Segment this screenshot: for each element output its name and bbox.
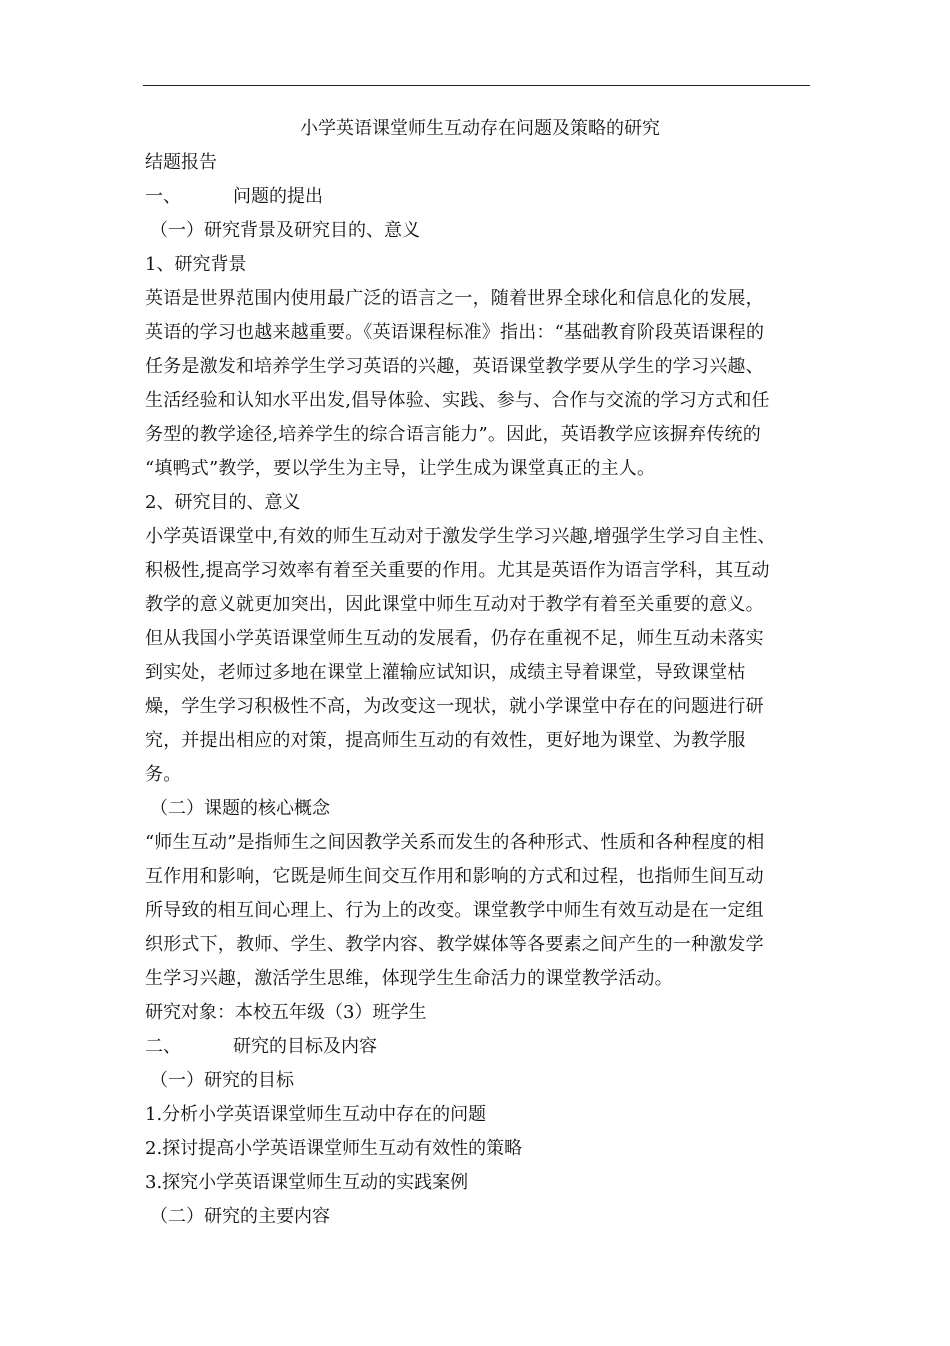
- paragraph-core-concept: [145, 826, 805, 996]
- section-2-1-heading: （一）研究的目标: [150, 1070, 294, 1091]
- paragraph-line: 英语的学习也越来越重要。《英语课程标准》指出：“基础教育阶段英语课程的: [145, 322, 765, 343]
- section-1-number: 一、: [145, 186, 181, 207]
- paragraph-line: 究，并提出相应的对策，提高师生互动的有效性，更好地为课堂、为教学服: [145, 730, 746, 751]
- paragraph-line: 生活经验和认知水平出发,倡导体验、实践、参与、合作与交流的学习方式和任: [145, 390, 770, 411]
- paragraph-line: 到实处，老师过多地在课堂上灌输应试知识，成绩主导着课堂，导致课堂枯: [145, 662, 746, 683]
- header-rule: [143, 85, 810, 86]
- paragraph-line: “师生互动”是指师生之间因教学关系而发生的各种形式、性质和各种程度的相: [145, 832, 765, 853]
- research-object: 研究对象：本校五年级（3）班学生: [145, 1002, 427, 1023]
- paragraph-line: 英语是世界范围内使用最广泛的语言之一，随着世界全球化和信息化的发展，: [145, 288, 764, 309]
- paragraph-line: 小学英语课堂中,有效的师生互动对于激发学生学习兴趣,增强学生学习自主性、: [145, 526, 776, 547]
- paragraph-line: 务型的教学途径,培养学生的综合语言能力”。因此，英语教学应该摒弃传统的: [145, 424, 761, 445]
- section-1-1-2-heading: 2、研究目的、意义: [145, 492, 301, 513]
- paragraph-line: 互作用和影响，它既是师生间交互作用和影响的方式和过程，也指师生间互动: [145, 866, 764, 887]
- document-body: [145, 112, 805, 1234]
- paragraph-line: 所导致的相互间心理上、行为上的改变。课堂教学中师生有效互动是在一定组: [145, 900, 764, 921]
- section-2-2-heading: （二）研究的主要内容: [150, 1206, 330, 1227]
- section-1-1-heading: （一）研究背景及研究目的、意义: [150, 220, 420, 241]
- section-1-1-1-heading: 1、研究背景: [145, 254, 247, 275]
- section-2-number: 二、: [145, 1036, 181, 1057]
- paragraph-line: 积极性,提高学习效率有着至关重要的作用。尤其是英语作为语言学科，其互动: [145, 560, 770, 581]
- document-title: 小学英语课堂师生互动存在问题及策略的研究: [300, 118, 660, 139]
- paragraph-line: 织形式下，教师、学生、教学内容、教学媒体等各要素之间产生的一种激发学: [145, 934, 764, 955]
- section-2-heading: [145, 1030, 805, 1064]
- paragraph-line: 燥，学生学习积极性不高，为改变这一现状，就小学课堂中存在的问题进行研: [145, 696, 764, 717]
- paragraph-purpose: [145, 520, 805, 792]
- section-1-2-heading: （二）课题的核心概念: [150, 798, 330, 819]
- paragraph-line: 务。: [145, 764, 182, 785]
- goal-item: 2.探讨提高小学英语课堂师生互动有效性的策略: [145, 1138, 523, 1159]
- section-1-heading: [145, 180, 805, 214]
- paragraph-background: [145, 282, 805, 486]
- paragraph-line: “填鸭式”教学，要以学生为主导，让学生成为课堂真正的主人。: [145, 458, 656, 479]
- section-1-title: 问题的提出: [233, 186, 323, 207]
- report-subtitle: 结题报告: [145, 152, 217, 173]
- paragraph-line: 任务是激发和培养学生学习英语的兴趣，英语课堂教学要从学生的学习兴趣、: [145, 356, 764, 377]
- section-2-title: 研究的目标及内容: [233, 1036, 377, 1057]
- paragraph-line: 教学的意义就更加突出，因此课堂中师生互动对于教学有着至关重要的意义。: [145, 594, 764, 615]
- paragraph-line: 生学习兴趣，激活学生思维，体现学生生命活力的课堂教学活动。: [145, 968, 673, 989]
- goal-item: 3.探究小学英语课堂师生互动的实践案例: [145, 1172, 469, 1193]
- goal-item: 1.分析小学英语课堂师生互动中存在的问题: [145, 1104, 487, 1125]
- paragraph-line: 但从我国小学英语课堂师生互动的发展看，仍存在重视不足，师生互动未落实: [145, 628, 764, 649]
